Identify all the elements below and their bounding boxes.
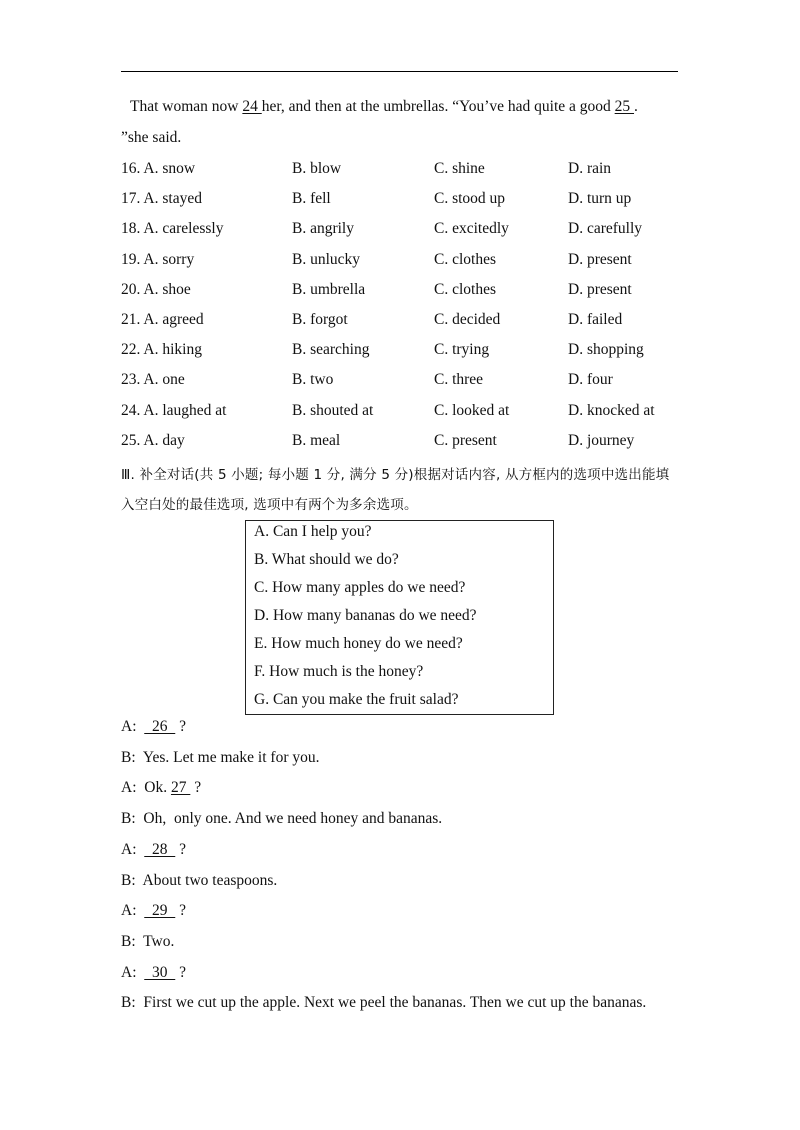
option-d: D. journey [568, 431, 635, 449]
box-option: G. Can you make the fruit salad? [254, 691, 459, 708]
dialogue-line [121, 841, 186, 859]
question-row [121, 341, 681, 363]
option-c: C. excitedly [434, 220, 509, 238]
box-option: B. What should we do? [254, 551, 399, 568]
option-a: A. day [143, 431, 185, 449]
question-number-and-option-a [121, 432, 185, 450]
question-row [121, 432, 681, 454]
option-a: A. stayed [143, 190, 202, 208]
dialogue-text: Yes. Let me make it for you. [135, 748, 320, 766]
option-c: C. three [434, 371, 484, 389]
dialogue-line [121, 933, 174, 951]
option-b: B. fell [292, 190, 331, 208]
question-number-and-option-a [121, 251, 194, 269]
speaker-label: A: [121, 963, 137, 981]
question-row [121, 371, 681, 393]
option-d: D. knocked at [568, 401, 655, 419]
question-number-and-option-a [121, 402, 226, 420]
option-a: A. carelessly [143, 220, 224, 238]
question-number-and-option-a [121, 311, 204, 329]
option-a: A. agreed [143, 311, 204, 328]
dialogue-text: About two teaspoons. [135, 871, 278, 889]
option-b: B. forgot [292, 311, 348, 328]
question-row [121, 220, 681, 242]
question-number-and-option-a [121, 220, 223, 238]
option-c: C. trying [434, 341, 490, 359]
dialogue-line [121, 810, 442, 828]
question-number-and-option-a [121, 281, 191, 299]
question-row [121, 402, 681, 424]
option-b: B. meal [292, 431, 341, 449]
speaker-label: A: [121, 718, 137, 735]
dialogue-line [121, 779, 201, 797]
dialogue-text: ? [175, 902, 187, 920]
speaker-label: B: [121, 932, 136, 950]
section3-instructions-1: Ⅲ. 补全对话(共 5 小题; 每小题 1 分, 满分 5 分)根据对话内容, 从方框内的选项中选出能填 [121, 467, 670, 483]
question-row [121, 281, 681, 303]
speaker-label: B: [121, 871, 136, 889]
question-number: 21. [121, 311, 141, 328]
option-d: D. four [568, 371, 613, 389]
dialogue-text: ? [190, 779, 202, 797]
speaker-label: A: [121, 902, 137, 920]
option-d: D. present [568, 280, 632, 298]
question-number: 16. [121, 160, 141, 177]
question-number: 18. [121, 220, 141, 238]
blank-25: 25 [614, 98, 635, 115]
question-number-and-option-a [121, 341, 202, 359]
option-b: B. unlucky [292, 250, 361, 268]
option-d: D. shopping [568, 341, 644, 359]
option-c: C. shine [434, 160, 485, 177]
option-c: C. decided [434, 311, 501, 328]
option-b: B. searching [292, 341, 370, 359]
option-d: D. failed [568, 311, 623, 328]
dialogue-line [121, 902, 186, 920]
dialogue-line [121, 872, 277, 890]
dialogue-text: ? [175, 963, 187, 981]
passage-text: her, and then at the umbrellas. “You’ve had quite a good [261, 98, 615, 115]
option-c: C. present [434, 431, 497, 449]
dialogue-line [121, 718, 186, 736]
dialogue-text: ? [175, 840, 187, 858]
dialogue-line [121, 994, 646, 1012]
options-box [245, 520, 554, 715]
question-number: 17. [121, 190, 141, 208]
dialogue-text: First we cut up the apple. Next we peel the bananas. Then we cut up the bananas. [135, 994, 647, 1012]
option-b: B. umbrella [292, 280, 366, 298]
option-b: B. angrily [292, 220, 354, 238]
box-option: E. How much honey do we need? [254, 635, 463, 652]
section3-instructions-2: 入空白处的最佳选项, 选项中有两个为多余选项。 [121, 497, 418, 513]
passage-line-2: ”she said. [121, 129, 182, 146]
option-d: D. rain [568, 160, 612, 177]
question-row [121, 160, 681, 182]
dialogue-blank: 28 [144, 840, 176, 858]
option-d: D. turn up [568, 190, 632, 208]
question-number: 25. [121, 431, 141, 449]
option-a: A. hiking [143, 341, 202, 359]
dialogue-blank: 30 [144, 963, 176, 981]
passage-text: . [634, 98, 638, 115]
header-rule [121, 71, 678, 72]
dialogue-blank: 29 [144, 902, 176, 920]
box-option: F. How much is the honey? [254, 663, 424, 680]
dialogue-text: Oh, only one. And we need honey and bananas. [135, 810, 443, 828]
question-number-and-option-a [121, 160, 195, 178]
question-row [121, 251, 681, 273]
option-a: A. laughed at [143, 401, 227, 419]
question-row [121, 190, 681, 212]
question-number: 22. [121, 341, 141, 359]
option-c: C. stood up [434, 190, 506, 208]
dialogue-blank: 26 [144, 718, 176, 735]
option-b: B. two [292, 371, 334, 389]
question-row [121, 311, 681, 333]
dialogue-line [121, 964, 186, 982]
box-option: C. How many apples do we need? [254, 579, 466, 596]
option-c: C. clothes [434, 250, 496, 268]
speaker-label: A: [121, 840, 137, 858]
option-d: D. carefully [568, 220, 643, 238]
option-b: B. shouted at [292, 401, 374, 419]
option-c: C. clothes [434, 280, 496, 298]
question-number-and-option-a [121, 190, 202, 208]
option-a: A. snow [143, 160, 196, 177]
question-number-and-option-a [121, 371, 185, 389]
blank-24: 24 [242, 98, 262, 115]
question-number: 20. [121, 280, 141, 298]
dialogue-text: ? [175, 718, 187, 735]
speaker-label: A: [121, 779, 137, 797]
option-a: A. one [143, 371, 185, 389]
question-number: 23. [121, 371, 141, 389]
question-number: 24. [121, 401, 141, 419]
option-d: D. present [568, 250, 632, 268]
option-a: A. sorry [143, 250, 195, 268]
speaker-label: B: [121, 994, 136, 1012]
dialogue-text: Two. [135, 932, 175, 950]
dialogue-blank: 27 [170, 779, 191, 797]
dialogue-text: Ok. [136, 779, 171, 797]
question-number: 19. [121, 250, 141, 268]
speaker-label: B: [121, 748, 136, 766]
passage-line-1 [130, 98, 638, 116]
option-a: A. shoe [143, 280, 191, 298]
speaker-label: B: [121, 810, 136, 828]
box-option: D. How many bananas do we need? [254, 607, 477, 624]
box-option: A. Can I help you? [254, 523, 372, 540]
option-c: C. looked at [434, 401, 510, 419]
passage-text: That woman now [130, 98, 243, 115]
option-b: B. blow [292, 160, 342, 177]
dialogue-line [121, 749, 319, 767]
